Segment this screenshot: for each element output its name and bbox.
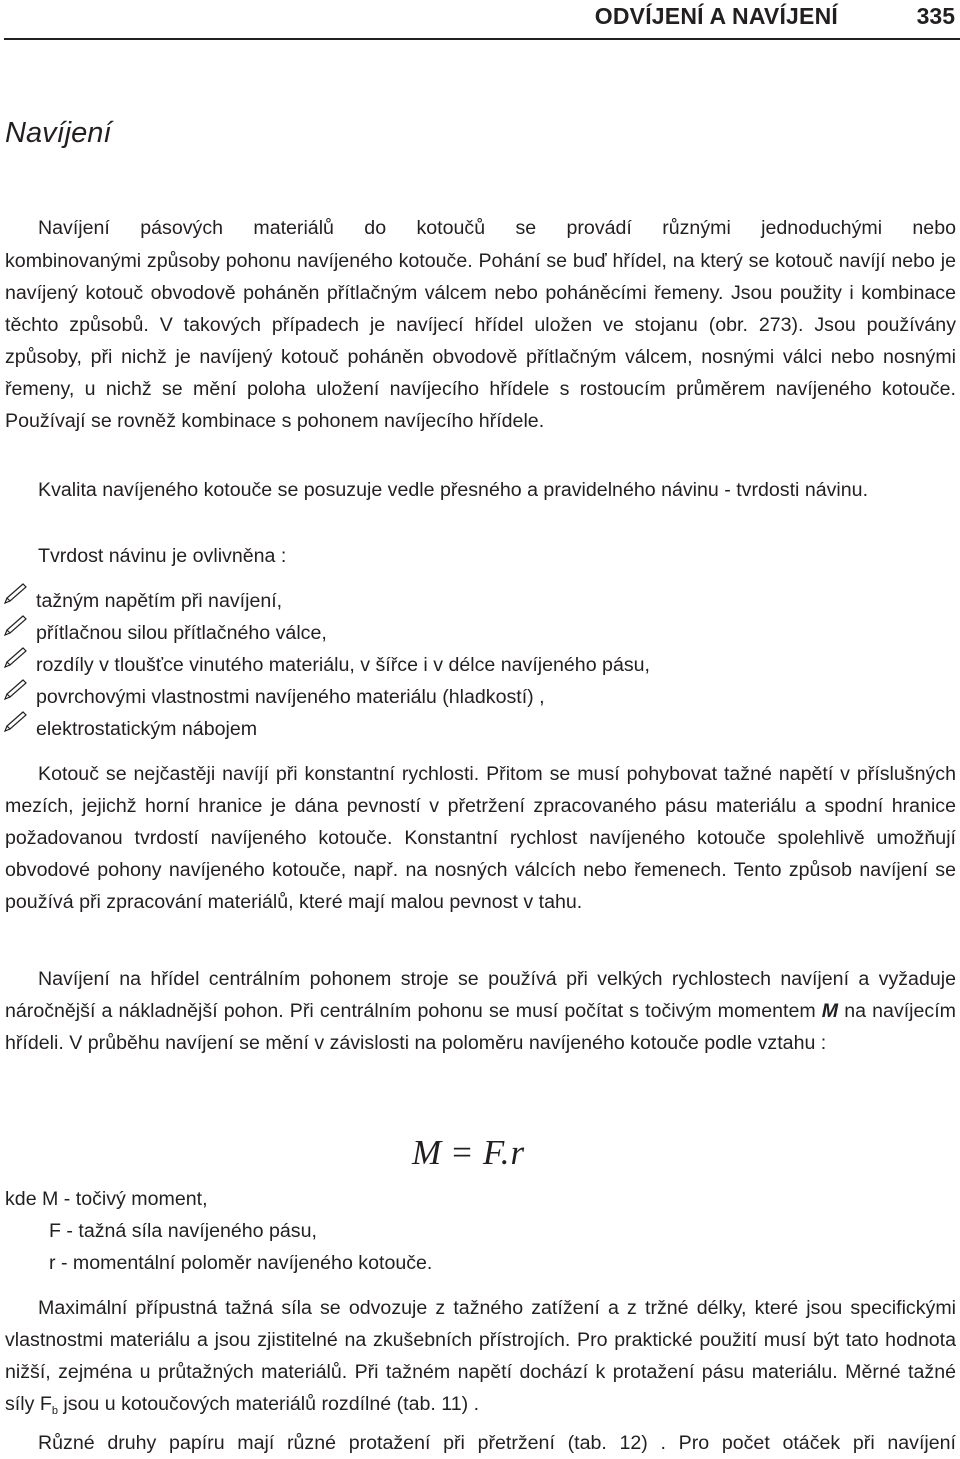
force-subscript: b [51, 1405, 58, 1417]
section-title: Navíjení [5, 117, 112, 149]
paragraph-intro: kombinovanými způsoby pohonu navíjeného kotouče. Pohání se buď hřídel, na který se kotouč navíjí nebo je navíjený kotouč obvodově poháněn přítlačným válcem nebo poháněcími řemeny. Jsou použity i kombinace těchto způsobů. V takových případech je navíjecí hřídel uložen ve stojanu (obr. 273). Jsou používány způsoby, při nichž je navíjený kotouč poháněn obvodově přítlačným válcem, nosnými válci nebo nosnými řemeny, u nichž se mění poloha uložení navíjecího hřídele s rostoucím průměrem navíjeného kotouče. Používají se rovněž kombinace s pohonem navíjecího hřídele. [5, 250, 956, 432]
pencil-icon [3, 679, 29, 701]
paragraph-paper-types: Různé druhy papíru mají různé protažení při přetržení (tab. 12) . Pro počet otáček při navíjení [38, 1432, 956, 1454]
pencil-icon [3, 583, 29, 605]
legend-line-f: F - tažná síla navíjeného pásu, [49, 1220, 317, 1242]
equation-operator: = [452, 1133, 473, 1172]
pencil-icon [3, 615, 29, 637]
paragraph-text: jsou u kotoučových materiálů rozdílné (tab. 11) . [57, 1393, 480, 1415]
list-item-text: elektrostatickým nábojem [36, 718, 258, 740]
list-item [5, 585, 905, 617]
list-item [5, 681, 905, 713]
list-item [5, 617, 905, 649]
paragraph-text: na navíjecím hřídeli. V průběhu navíjení se mění v závislosti na poloměru navíjeného kotouče podle vztahu : [5, 1000, 956, 1054]
paragraph-central-drive [5, 963, 956, 1059]
hardness-factor-list [5, 585, 905, 745]
paragraph-intro-line1: Navíjení pásových materiálů do kotoučů se provádí různými jednoduchými nebo [38, 217, 956, 239]
list-item [5, 649, 905, 681]
paragraph-quality: Kvalita navíjeného kotouče se posuzuje vedle přesného a pravidelného návinu - tvrdosti návinu. [38, 479, 869, 501]
paragraph-max-force [5, 1292, 956, 1427]
torque-equation [412, 1133, 525, 1173]
equation-rhs: F.r [482, 1133, 526, 1172]
paragraph-text: Navíjení na hřídel centrálním pohonem stroje se používá při velkých rychlostech navíjení a vyžaduje náročnější a nákladnější pohon. Při centrálním pohonu se musí počítat s točivým momentem [5, 968, 956, 1022]
torque-symbol: M [821, 1000, 839, 1022]
paragraph-hardness-intro: Tvrdost návinu je ovlivněna : [38, 545, 287, 567]
list-item-text: tažným napětím při navíjení, [36, 590, 283, 612]
equation-lhs: M [412, 1133, 443, 1172]
paragraph-text: Maximální přípustná tažná síla se odvozuje z tažného zatížení a z tržné délky, které jsou specifickými vlastnostmi materiálu a jsou zjistitelné na zkušebních přístrojích. Pro praktické použití musí být tato hodnota nižší, zejména u průtažných materiálů. Při tažném napětí dochází k protažení pásu materiálu. Měrné tažné síly F [5, 1297, 956, 1415]
list-item [5, 713, 905, 745]
list-item-text: povrchovými vlastnostmi navíjeného materiálu (hladkostí) , [36, 686, 545, 708]
page-header [0, 0, 960, 40]
legend-line-r: r - momentální poloměr navíjeného kotouče. [49, 1252, 433, 1274]
list-item-text: přítlačnou silou přítlačného válce, [36, 622, 327, 644]
paragraph-constant-speed: Kotouč se nejčastěji navíjí při konstantní rychlosti. Přitom se musí pohybovat tažné napětí v příslušných mezích, jejichž horní hranice je dána pevností v přetržení zpracovaného pásu materiálu a spodní hranice požadovanou tvrdostí navíjeného kotouče. Konstantní rychlost navíjeného kotouče spolehlivě umožňují obvodové pohony navíjeného kotouče, např. na nosných válcích nebo řemenech. Tento způsob navíjení se používá při zpracování materiálů, které mají malou pevnost v tahu. [5, 763, 956, 913]
legend-line-m: kde M - točivý moment, [5, 1188, 208, 1210]
pencil-icon [3, 711, 29, 733]
header-rule [4, 38, 960, 40]
page-number: 335 [916, 3, 955, 29]
running-title: ODVÍJENÍ A NAVÍJENÍ [594, 3, 838, 29]
list-item-text: rozdíly v tloušťce vinutého materiálu, v šířce i v délce navíjeného pásu, [36, 654, 650, 676]
pencil-icon [3, 647, 29, 669]
